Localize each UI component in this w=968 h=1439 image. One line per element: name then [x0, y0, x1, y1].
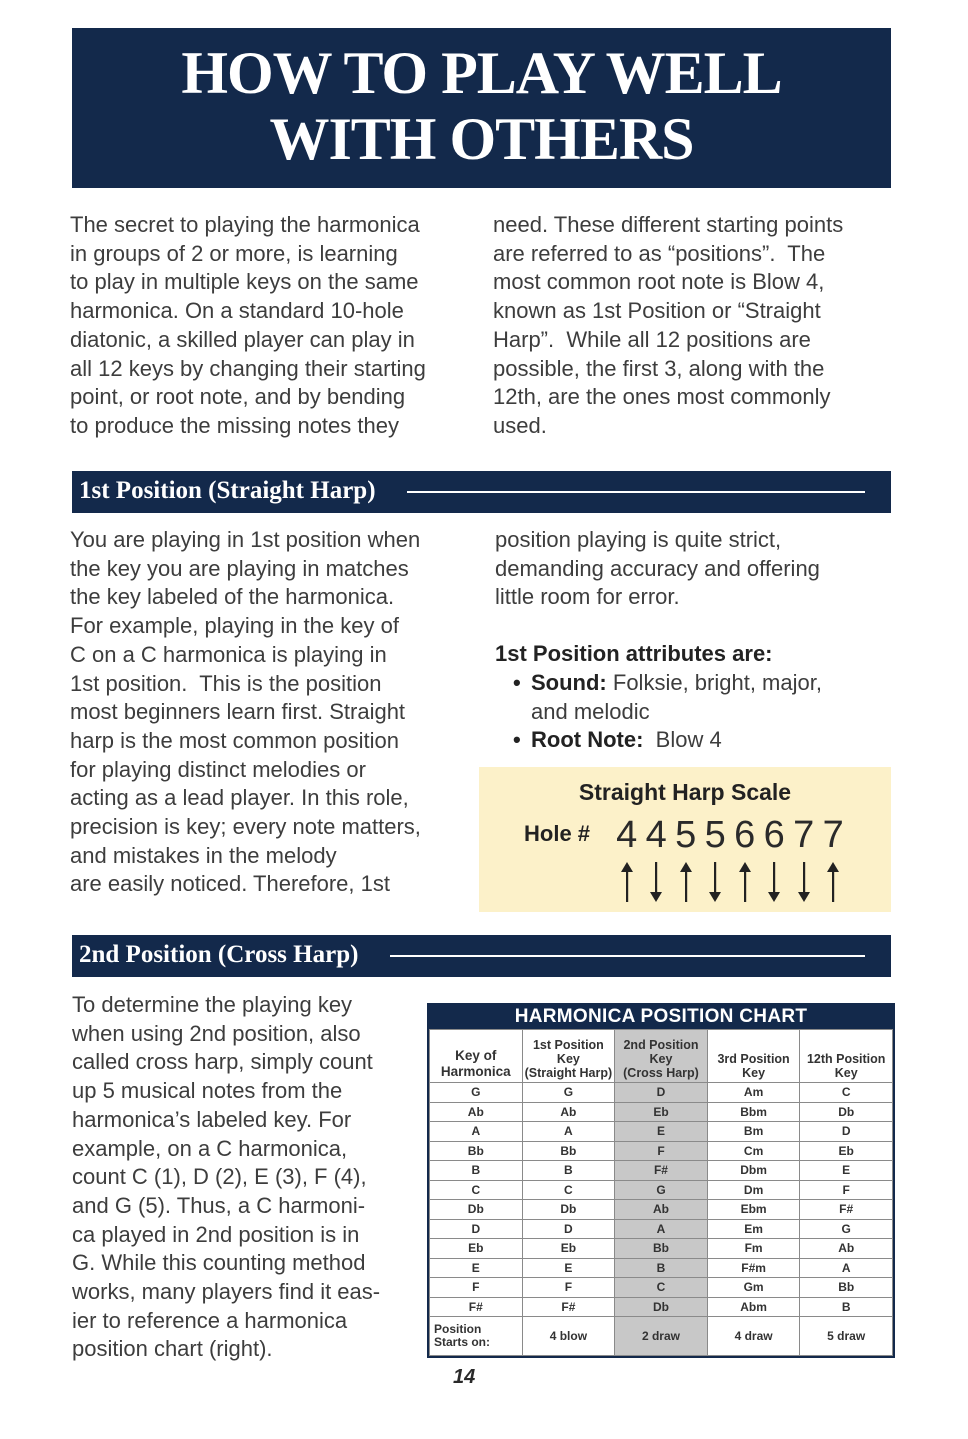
- table-row: [430, 1161, 893, 1181]
- table-cell: Bbm: [707, 1102, 800, 1122]
- text-line: the key you are playing in matches: [70, 555, 409, 581]
- text-line: the key labeled of the harmonica.: [70, 584, 395, 610]
- table-cell: Cm: [707, 1141, 800, 1161]
- column-header: [522, 1030, 615, 1083]
- table-cell: B: [430, 1161, 523, 1181]
- table-cell: F: [800, 1180, 893, 1200]
- attribute-value: Blow 4: [643, 727, 722, 753]
- table-row: [430, 1122, 893, 1142]
- table-cell: C: [522, 1180, 615, 1200]
- text-line: 12th, are the ones most commonly: [493, 384, 831, 410]
- table-cell: D: [522, 1219, 615, 1239]
- text-line: For example, playing in the key of: [70, 613, 399, 639]
- table-cell: E: [522, 1258, 615, 1278]
- text-line: position chart (right).: [72, 1336, 273, 1362]
- text-line: are referred to as “positions”. The: [493, 240, 826, 266]
- table-cell: 2 draw: [615, 1317, 708, 1356]
- column-header-line: Key: [742, 1066, 766, 1080]
- text-line: ca played in 2nd position is in: [72, 1221, 360, 1247]
- table-row: [430, 1278, 893, 1298]
- column-header: [707, 1030, 800, 1083]
- table-cell: Bb: [522, 1141, 615, 1161]
- table-cell: 4 blow: [522, 1317, 615, 1356]
- bullet: •: [513, 669, 521, 695]
- column-header-line: 3rd Position: [717, 1052, 790, 1066]
- table-row-position-starts: [430, 1317, 893, 1356]
- table-cell: Dm: [707, 1180, 800, 1200]
- text-line: diatonic, a skilled player can play in: [70, 326, 415, 352]
- intro-left-text: [70, 211, 480, 441]
- table-row: [430, 1297, 893, 1317]
- text-line: 1st position. This is the position: [70, 670, 382, 696]
- table-cell: Ab: [800, 1239, 893, 1259]
- table-cell: E: [800, 1161, 893, 1181]
- column-header-line: (Cross Harp): [623, 1066, 699, 1080]
- hole-number: 6: [763, 814, 785, 856]
- table-cell: B: [615, 1258, 708, 1278]
- table-cell: A: [615, 1219, 708, 1239]
- table-cell: E: [430, 1258, 523, 1278]
- arrow-down-icon: [789, 861, 819, 903]
- table-cell: Bb: [430, 1141, 523, 1161]
- table-cell: C: [800, 1083, 893, 1103]
- table-cell: F#: [800, 1200, 893, 1220]
- page-title-line-2: WITH OTHERS: [269, 106, 694, 172]
- table-cell: 4 draw: [707, 1317, 800, 1356]
- table-row: [430, 1083, 893, 1103]
- arrow-down-icon: [642, 861, 672, 903]
- table-cell: E: [615, 1122, 708, 1142]
- text-line: most beginners learn first. Straight: [70, 699, 406, 725]
- table-cell: A: [430, 1122, 523, 1142]
- arrow-up-icon: [730, 861, 760, 903]
- text-line: known as 1st Position or “Straight: [493, 298, 821, 324]
- table-cell: C: [615, 1278, 708, 1298]
- table-cell: F: [615, 1141, 708, 1161]
- table-cell: Eb: [522, 1239, 615, 1259]
- hole-number: 7: [822, 814, 844, 856]
- straight-harp-scale-box: [479, 767, 891, 912]
- heading-rule: [390, 955, 865, 957]
- text-line: works, many players find it eas-: [72, 1279, 381, 1305]
- text-line: example, on a C harmonica,: [72, 1135, 348, 1161]
- text-line: precision is key; every note matters,: [70, 814, 421, 840]
- harmonica-position-chart: [427, 1003, 895, 1358]
- position-table: [429, 1029, 893, 1356]
- text-line: G. While this counting method: [72, 1250, 366, 1276]
- table-cell: D: [430, 1219, 523, 1239]
- hole-number: 5: [704, 814, 726, 856]
- text-line: demanding accuracy and offering: [495, 555, 820, 581]
- table-row: [430, 1102, 893, 1122]
- table-row: [430, 1200, 893, 1220]
- hole-number: 7: [793, 814, 815, 856]
- table-cell: G: [615, 1180, 708, 1200]
- page-title-line-1: HOW TO PLAY WELL: [181, 40, 782, 106]
- table-cell: C: [430, 1180, 523, 1200]
- column-header-line: Key: [834, 1066, 858, 1080]
- starts-label-line: Position: [434, 1322, 482, 1336]
- table-cell: Db: [800, 1102, 893, 1122]
- text-line: Harp”. While all 12 positions are: [493, 326, 811, 352]
- section-title: 2nd Position (Cross Harp): [79, 941, 359, 968]
- table-cell: F: [430, 1278, 523, 1298]
- text-line: harmonica. On a standard 10-hole: [70, 298, 404, 324]
- breath-arrows: [612, 861, 848, 903]
- table-cell: Ab: [430, 1102, 523, 1122]
- hole-number: 4: [645, 814, 667, 856]
- text-line: point, or root note, and by bending: [70, 384, 406, 410]
- table-cell: F#m: [707, 1258, 800, 1278]
- text-line: The secret to playing the harmonica: [70, 212, 420, 237]
- intro-right-column: [493, 211, 903, 441]
- hole-label: Hole #: [524, 821, 591, 846]
- table-cell: Bb: [615, 1239, 708, 1259]
- table-cell: Abm: [707, 1297, 800, 1317]
- starts-label-line: Starts on:: [434, 1335, 491, 1349]
- table-cell: F#: [615, 1161, 708, 1181]
- table-cell: Db: [430, 1200, 523, 1220]
- starts-on-label: [430, 1317, 523, 1356]
- section-heading-1st-position: [72, 471, 891, 513]
- text-line: harmonica’s labeled key. For: [72, 1106, 352, 1132]
- table-cell: Bm: [707, 1122, 800, 1142]
- text-line: acting as a lead player. In this role,: [70, 785, 409, 811]
- column-header: [615, 1030, 708, 1083]
- column-header: [800, 1030, 893, 1083]
- table-cell: Em: [707, 1219, 800, 1239]
- table-cell: B: [800, 1297, 893, 1317]
- text-line: and mistakes in the melody: [70, 842, 337, 868]
- column-header-line: (Straight Harp): [524, 1066, 613, 1080]
- arrow-up-icon: [819, 861, 849, 903]
- column-header-line: Key: [649, 1052, 673, 1066]
- column-header-line: Harmonica: [440, 1064, 511, 1079]
- attributes-list: [495, 669, 895, 755]
- attribute-root-note: [495, 726, 895, 755]
- section1-right-column: [495, 526, 895, 755]
- attribute-sound: [495, 669, 895, 726]
- text-line: harp is the most common position: [70, 727, 399, 753]
- table-cell: G: [430, 1083, 523, 1103]
- column-header-line: Key: [556, 1052, 580, 1066]
- attribute-value: Folksie, bright, major,: [606, 669, 822, 695]
- table-cell: Db: [615, 1297, 708, 1317]
- table-cell: G: [800, 1219, 893, 1239]
- table-row: [430, 1180, 893, 1200]
- table-cell: B: [522, 1161, 615, 1181]
- text-line: little room for error.: [495, 584, 680, 610]
- section1-left-text: [70, 526, 480, 899]
- text-line: and G (5). Thus, a C harmoni-: [72, 1192, 366, 1218]
- text-line: To determine the playing key: [72, 992, 353, 1017]
- table-cell: Fm: [707, 1239, 800, 1259]
- column-header-line: 1st Position: [532, 1038, 604, 1052]
- section-title: 1st Position (Straight Harp): [79, 477, 376, 504]
- text-line: You are playing in 1st position when: [70, 527, 421, 552]
- table-cell: G: [522, 1083, 615, 1103]
- hole-number: 5: [675, 814, 697, 856]
- table-cell: Dbm: [707, 1161, 800, 1181]
- text-line: called cross harp, simply count: [72, 1049, 373, 1075]
- table-row: [430, 1141, 893, 1161]
- attribute-label: Root Note:: [531, 727, 644, 753]
- intro-left-column: [70, 211, 480, 441]
- text-line: for playing distinct melodies or: [70, 756, 366, 782]
- attribute-value-cont: and melodic: [531, 698, 650, 724]
- table-row: [430, 1239, 893, 1259]
- table-cell: F: [522, 1278, 615, 1298]
- text-line: all 12 keys by changing their starting: [70, 355, 426, 381]
- column-header-line: Key of: [455, 1048, 497, 1063]
- text-line: count C (1), D (2), E (3), F (4),: [72, 1164, 367, 1190]
- column-header-line: 2nd Position: [623, 1038, 699, 1052]
- hole-numbers: [612, 813, 848, 857]
- table-cell: Ebm: [707, 1200, 800, 1220]
- table-cell: D: [615, 1083, 708, 1103]
- intro-right-text: [493, 211, 903, 441]
- section2-text: [72, 991, 417, 1364]
- section2-column: [72, 991, 417, 1364]
- table-cell: D: [800, 1122, 893, 1142]
- table-cell: Eb: [800, 1141, 893, 1161]
- table-cell: Am: [707, 1083, 800, 1103]
- page-title-banner: [72, 28, 891, 188]
- arrow-up-icon: [612, 861, 642, 903]
- table-cell: Bb: [800, 1278, 893, 1298]
- table-row: [430, 1258, 893, 1278]
- text-line: possible, the first 3, along with the: [493, 355, 825, 381]
- text-line: C on a C harmonica is playing in: [70, 641, 387, 667]
- table-cell: F#: [522, 1297, 615, 1317]
- text-line: to produce the missing notes they: [70, 412, 399, 438]
- table-cell: F#: [430, 1297, 523, 1317]
- table-cell: A: [522, 1122, 615, 1142]
- table-cell: Gm: [707, 1278, 800, 1298]
- scale-title: Straight Harp Scale: [578, 779, 792, 805]
- hole-number: 6: [734, 814, 756, 856]
- text-line: in groups of 2 or more, is learning: [70, 240, 398, 266]
- table-cell: Eb: [615, 1102, 708, 1122]
- text-line: position playing is quite strict,: [495, 527, 782, 552]
- text-line: when using 2nd position, also: [72, 1020, 361, 1046]
- text-line: need. These different starting points: [493, 212, 844, 237]
- section1-left-column: [70, 526, 480, 899]
- column-header-line: 12th Position: [806, 1052, 886, 1066]
- table-cell: Eb: [430, 1239, 523, 1259]
- section1-right-text: [495, 526, 895, 612]
- arrow-up-icon: [671, 861, 701, 903]
- section-heading-2nd-position: [72, 935, 891, 977]
- column-header: [430, 1030, 523, 1083]
- table-cell: 5 draw: [800, 1317, 893, 1356]
- attribute-label: Sound:: [531, 669, 607, 695]
- attributes-heading: 1st Position attributes are:: [495, 641, 773, 667]
- table-cell: Db: [522, 1200, 615, 1220]
- hole-number: 4: [616, 814, 638, 856]
- table-row: [430, 1219, 893, 1239]
- heading-rule: [407, 491, 865, 493]
- text-line: most common root note is Blow 4,: [493, 269, 825, 295]
- text-line: ier to reference a harmonica: [72, 1307, 348, 1333]
- text-line: used.: [493, 412, 547, 438]
- table-cell: Ab: [615, 1200, 708, 1220]
- table-cell: A: [800, 1258, 893, 1278]
- text-line: up 5 musical notes from the: [72, 1078, 343, 1104]
- text-line: are easily noticed. Therefore, 1st: [70, 871, 390, 897]
- bullet: •: [513, 727, 521, 753]
- arrow-down-icon: [701, 861, 731, 903]
- chart-title: HARMONICA POSITION CHART: [429, 1005, 893, 1029]
- page-number: 14: [453, 1366, 476, 1388]
- table-cell: Ab: [522, 1102, 615, 1122]
- text-line: to play in multiple keys on the same: [70, 269, 419, 295]
- arrow-down-icon: [760, 861, 790, 903]
